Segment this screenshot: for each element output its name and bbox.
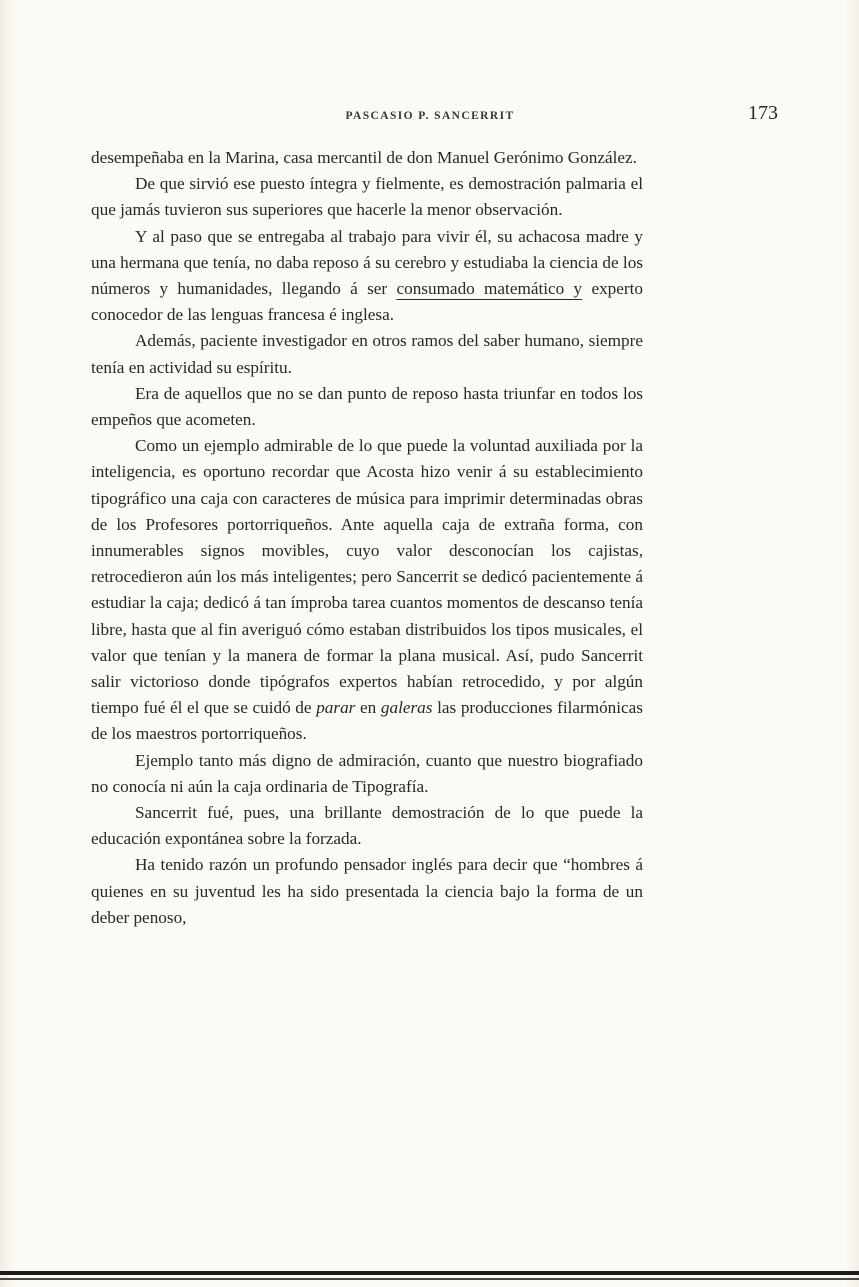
running-header xyxy=(60,102,800,128)
paragraph-3-end: experto conocedor de las lenguas francesa é inglesa. xyxy=(91,279,643,325)
running-title: PASCASIO P. SANCERRIT xyxy=(345,110,515,122)
paragraph-6 xyxy=(91,433,643,747)
underlined-phrase: consumado matemático y xyxy=(396,279,583,299)
paragraph-6-start: Como un ejemplo admirable de lo que puede la voluntad auxiliada por la inteligencia, es oportuno recordar que Acosta hizo venir á su establecimiento tipográfico una caja con caracteres de música para imprimir determinadas obras de los Profesores portorriqueños. Ante aquella caja de extraña forma, con innumerables signos movibles, cuyo valor desconocían los cajistas, retrocedieron aún los más inteligentes; pero Sancerrit se dedicó pacientemente á estudiar la caja; dedicó á tan ímproba tarea cuantos momentos de descanso tenía libre, hasta que al fin averiguó cómo estaban distribuidos los tipos musicales, el valor que tenían y la manera de formar la plana musical. Así, pudo Sancerrit salir victorioso donde tipógrafos expertos habían retrocedido, y por algún tiempo fué él el que se cuidó de xyxy=(91,436,643,718)
bottom-border-secondary xyxy=(0,1278,859,1280)
paragraph-5: Era de aquellos que no se dan punto de reposo hasta triunfar en todos los empeños que acometen. xyxy=(91,383,643,430)
paragraph-3-start: Y al paso que se entregaba al trabajo para vivir él, su achacosa madre y una hermana que tenía, no daba reposo á su cerebro y estudiaba la ciencia de los números y humanidades, llegando á ser xyxy=(91,226,643,299)
paragraph-6-end: las producciones filarmónicas de los maestros portorriqueños. xyxy=(91,698,643,744)
italic-parar: parar xyxy=(316,698,356,718)
paragraph-7: Ejemplo tanto más digno de admiración, cuanto que nuestro biografiado no conocía ni aún la caja ordinaria de Tipografía. xyxy=(91,750,643,796)
paragraph-3 xyxy=(91,224,643,329)
paragraph-9: Ha tenido razón un profundo pensador inglés para decir que “hombres á quienes en su juventud les ha sido presentada la ciencia bajo la forma de un deber penoso, xyxy=(91,855,643,927)
paragraph-2: De que sirvió ese puesto íntegra y fielmente, es demostración palmaria el que jamás tuvieron sus superiores que hacerle la menor observación. xyxy=(91,174,643,220)
italic-galeras: galeras xyxy=(380,698,433,718)
body-text xyxy=(91,145,643,931)
paragraph-8: Sancerrit fué, pues, una brillante demostración de lo que puede la educación expontánea sobre la forzada. xyxy=(91,803,643,849)
paragraph-6-mid: en xyxy=(355,698,381,718)
bottom-border xyxy=(0,1271,859,1275)
page-number: 173 xyxy=(748,102,778,124)
paragraph-1: desempeñaba en la Marina, casa mercantil de don Manuel Gerónimo González. xyxy=(91,148,637,167)
paragraph-4: Además, paciente investigador en otros ramos del saber humano, siempre tenía en actividad su espíritu. xyxy=(91,331,643,377)
